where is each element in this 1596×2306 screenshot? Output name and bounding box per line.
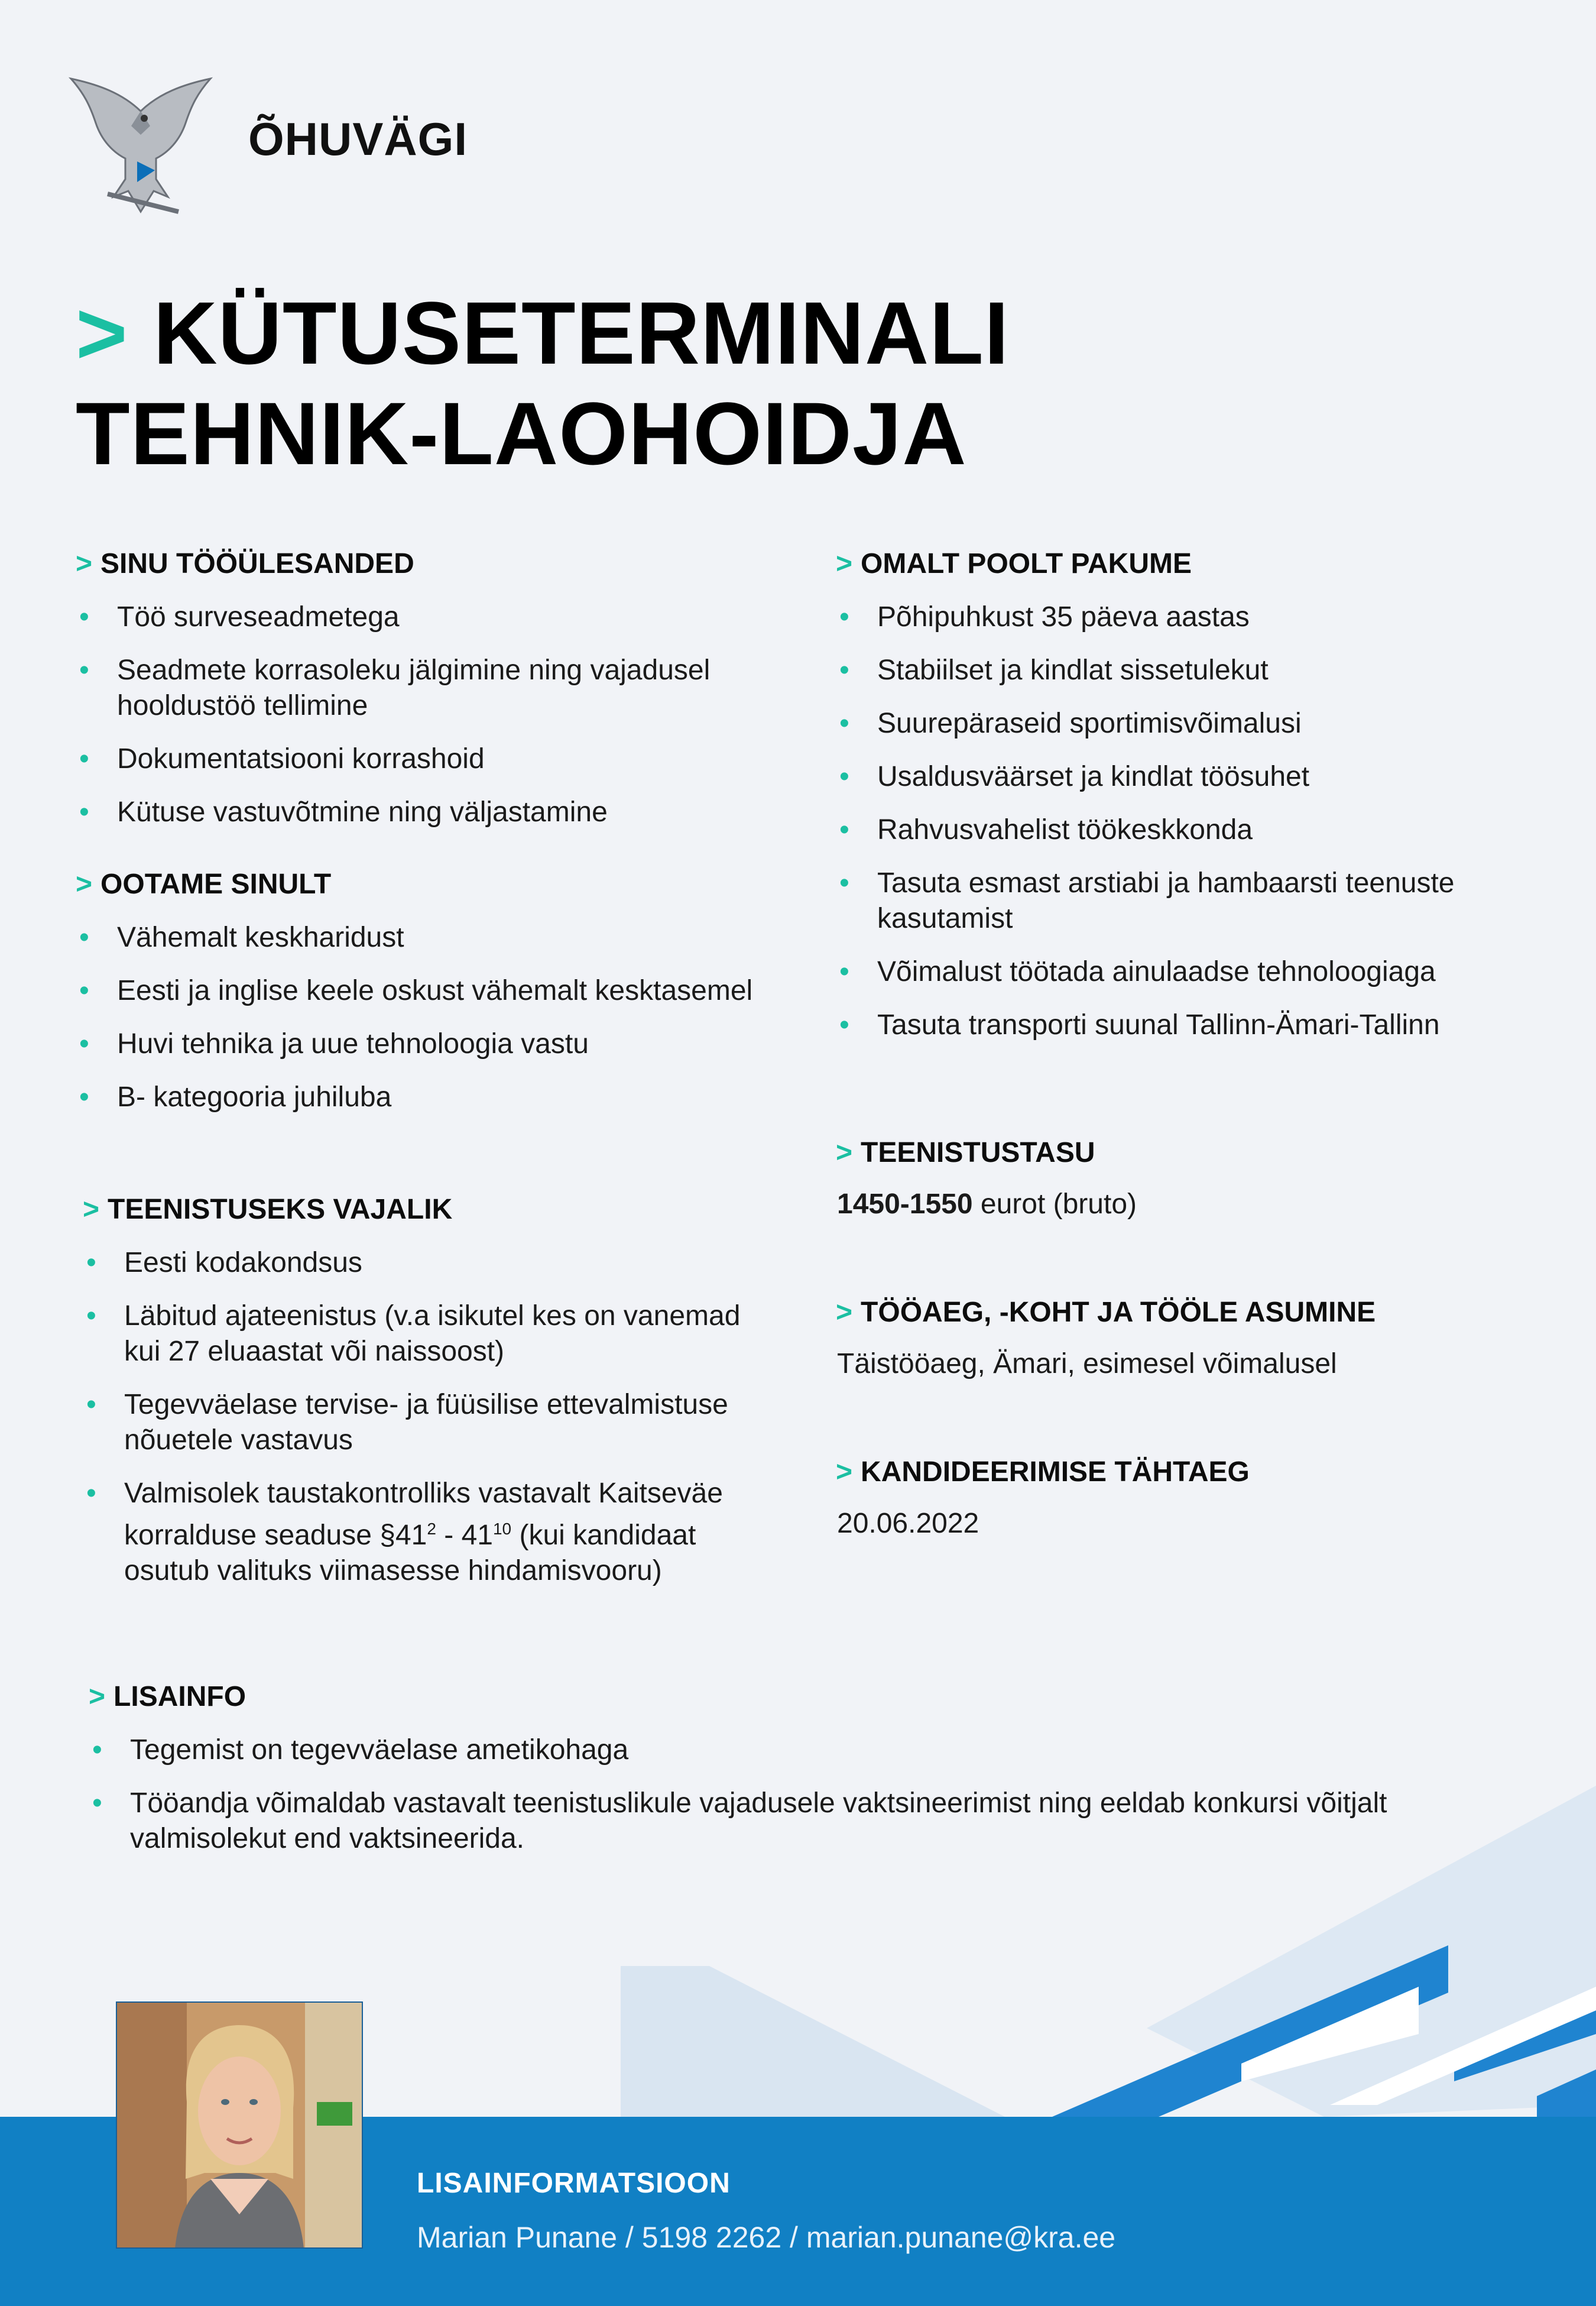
heading-arrow: > — [89, 1681, 106, 1712]
list-item: • Vähemalt keskharidust — [79, 922, 404, 953]
list-item: • Seadmete korrasoleku jälgimine ning vajadusel hooldustöö tellimine — [79, 655, 711, 721]
footer-heading: LISAINFORMATSIOON — [417, 2168, 731, 2199]
list-item: • Eesti kodakondsus — [86, 1247, 362, 1278]
deadline-heading — [836, 1456, 1250, 1488]
heading-arrow: > — [83, 1194, 100, 1225]
tasks-heading-text: SINU TÖÖÜLESANDED — [100, 548, 414, 579]
extra-list — [90, 1732, 1390, 1874]
required-heading-text: TEENISTUSEKS VAJALIK — [108, 1194, 453, 1225]
salary-amount: 1450-1550 — [837, 1188, 973, 1220]
list-item: • Rahvusvahelist töökeskkonda — [839, 814, 1253, 846]
brand-name: ÕHUVÄGI — [248, 113, 468, 165]
expect-heading-text: OOTAME SINULT — [100, 869, 332, 900]
title-line-1: KÜTUSETERMINALI — [153, 283, 1010, 383]
offer-list — [837, 600, 1517, 1061]
tasks-list — [77, 600, 757, 848]
offer-heading-text: OMALT POOLT PAKUME — [861, 548, 1192, 579]
required-list — [84, 1245, 758, 1607]
heading-arrow: > — [836, 1297, 853, 1328]
list-item: • B- kategooria juhiluba — [79, 1081, 392, 1113]
heading-arrow: > — [76, 869, 93, 900]
expect-list — [77, 920, 757, 1133]
heading-arrow: > — [836, 1137, 853, 1168]
worktime-heading-text: TÖÖAEG, -KOHT JA TÖÖLE ASUMINE — [861, 1297, 1376, 1328]
required-heading — [83, 1193, 452, 1226]
list-item: • Tööandja võimaldab vastavalt teenistuslikule vajadusele vaktsineerimist ning eeldab konkursi võitjalt valmisolekut end vaktsineerida. — [92, 1787, 1387, 1854]
title-line-2: TEHNIK-LAOHOIDJA — [76, 384, 967, 483]
tasks-heading — [76, 548, 414, 580]
heading-arrow: > — [76, 548, 93, 579]
list-item: • Töö surveseadmetega — [79, 601, 400, 633]
list-item: • Stabiilset ja kindlat sissetulekut — [839, 655, 1269, 686]
list-item: • Huvi tehnika ja uue tehnoloogia vastu — [79, 1028, 589, 1060]
deadline-date: 20.06.2022 — [837, 1508, 979, 1539]
salary-value — [837, 1187, 1137, 1222]
salary-unit: eurot (bruto) — [972, 1188, 1137, 1220]
heading-arrow: > — [836, 548, 853, 579]
contact-photo — [116, 2001, 363, 2249]
list-item: • Valmisolek taustakontrolliks vastavalt Kaitseväe korralduse seaduse $\S 41^2 - 41^{10}$ (kui kandidaat osutub valituks viimasesse hindamisvooru) — [86, 1478, 723, 1586]
list-item: • Dokumentatsiooni korrashoid — [79, 743, 485, 775]
list-item: • Tegevväelase tervise- ja füüsilise ettevalmistuse nõuetele vastavus — [86, 1389, 728, 1456]
extra-heading — [89, 1680, 246, 1713]
list-item: • Eesti ja inglise keele oskust vähemalt kesktasemel — [79, 975, 753, 1006]
heading-arrow: > — [836, 1456, 853, 1488]
list-item: • Põhipuhkust 35 päeva aastas — [839, 601, 1250, 633]
salary-heading — [836, 1136, 1095, 1169]
list-item: • Tegemist on tegevväelase ametikohaga — [92, 1734, 629, 1766]
title-arrow: > — [76, 283, 128, 383]
worktime-heading — [836, 1296, 1376, 1329]
offer-heading — [836, 548, 1192, 580]
list-item: • Tasuta esmast arstiabi ja hambaarsti teenuste kasutamist — [839, 867, 1455, 934]
list-item: • Suurepäraseid sportimisvõimalusi — [839, 708, 1302, 739]
footer-contact[interactable]: Marian Punane / 5198 2262 / marian.punane@kra.ee — [417, 2221, 1116, 2254]
deadline-heading-text: KANDIDEERIMISE TÄHTAEG — [861, 1456, 1250, 1488]
eagle-emblem-icon — [66, 70, 215, 225]
list-item: • Usaldusväärset ja kindlat töösuhet — [839, 761, 1310, 792]
list-item: • Tasuta transporti suunal Tallinn-Ämari-Tallinn — [839, 1009, 1440, 1041]
salary-heading-text: TEENISTUSTASU — [861, 1137, 1095, 1168]
list-item: • Kütuse vastuvõtmine ning väljastamine — [79, 796, 608, 828]
expect-heading — [76, 868, 331, 901]
job-title — [76, 283, 1010, 484]
extra-heading-text: LISAINFO — [113, 1681, 246, 1712]
worktime-value: Täistööaeg, Ämari, esimesel võimalusel — [837, 1348, 1337, 1379]
list-item: • Võimalust töötada ainulaadse tehnoloogiaga — [839, 956, 1436, 987]
list-item: • Läbitud ajateenistus (v.a isikutel kes on vanemad kui 27 eluaastat või naissoost) — [86, 1300, 741, 1367]
